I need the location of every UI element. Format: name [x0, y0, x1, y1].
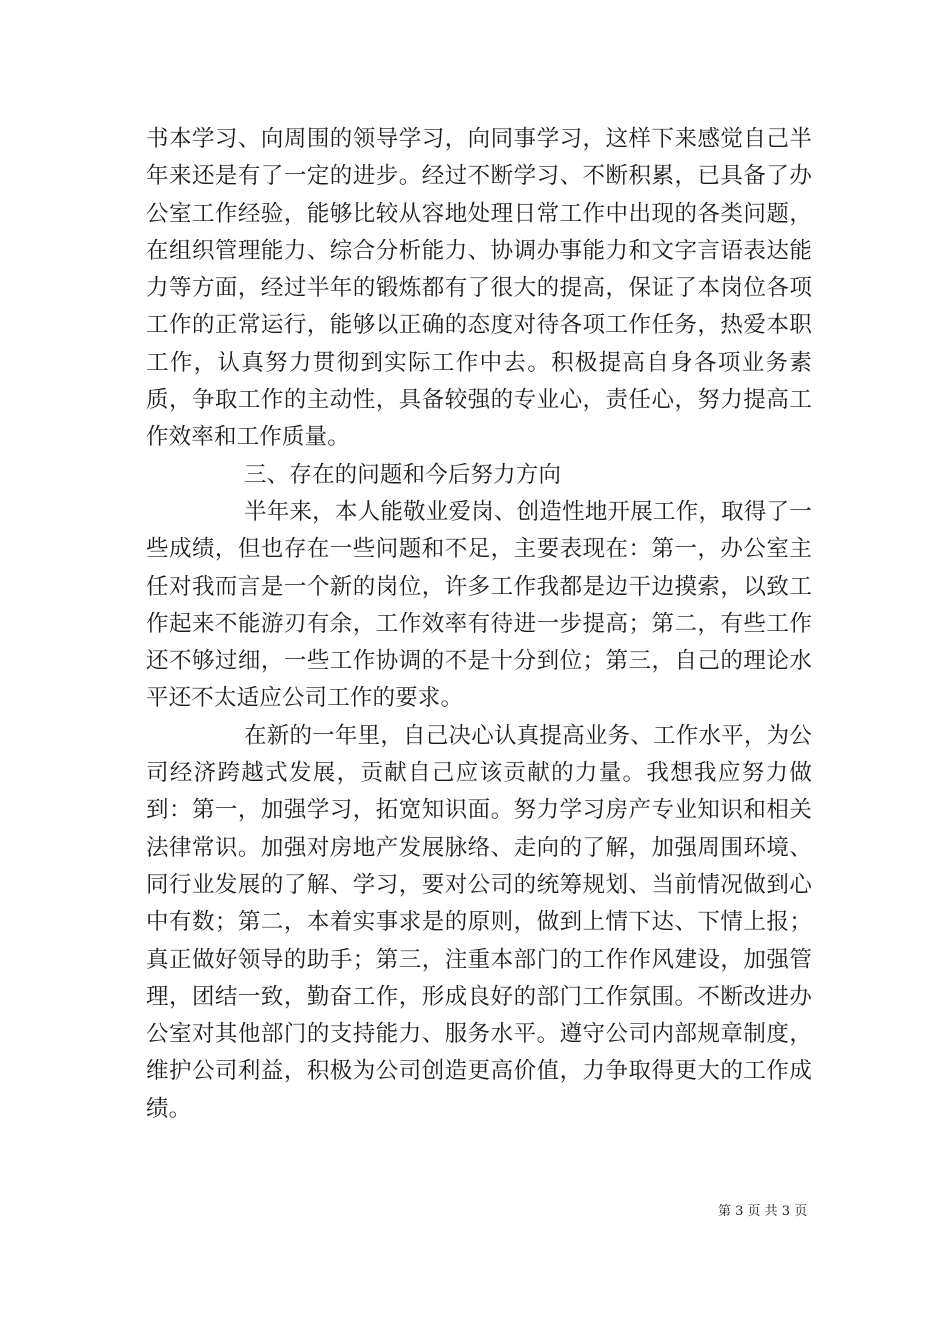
document-body [146, 121, 812, 1128]
section-heading: 三、存在的问题和今后努力方向 [244, 461, 562, 488]
paragraph-plans: 在新的一年里，自己决心认真提高业务、工作水平，为公司经济跨越式发展，贡献自己应该贡献的力量。我想我应努力做到：第一，加强学习，拓宽知识面。努力学习房产专业知识和相关法律常识。加强对房地产发展脉络、走向的了解，加强周围环境、同行业发展的了解、学习，要对公司的统筹规划、当前情况做到心中有数；第二，本着实事求是的原则，做到上情下达、下情上报；真正做好领导的助手；第三，注重本部门的工作作风建设，加强管理，团结一致，勤奋工作，形成良好的部门工作氛围。不断改进办公室对其他部门的支持能力、服务水平。遵守公司内部规章制度，维护公司利益，积极为公司创造更高价值，力争取得更大的工作成绩。 [146, 722, 812, 1122]
paragraph-continuation: 书本学习、向周围的领导学习，向同事学习，这样下来感觉自己半年来还是有了一定的进步。经过不断学习、不断积累，已具备了办公室工作经验，能够比较从容地处理日常工作中出现的各类问题，在组织管理能力、综合分析能力、协调办事能力和文字言语表达能力等方面，经过半年的锻炼都有了很大的提高，保证了本岗位各项工作的正常运行，能够以正确的态度对待各项工作任务，热爱本职工作，认真努力贯彻到实际工作中去。积极提高自身各项业务素质，争取工作的主动性，具备较强的专业心，责任心，努力提高工作效率和工作质量。 [146, 126, 812, 451]
paragraph-problems: 半年来，本人能敬业爱岗、创造性地开展工作，取得了一些成绩，但也存在一些问题和不足，主要表现在：第一，办公室主任对我而言是一个新的岗位，许多工作我都是边干边摸索，以致工作起来不能游刃有余，工作效率有待进一步提高；第二，有些工作还不够过细，一些工作协调的不是十分到位；第三，自己的理论水平还不太适应公司工作的要求。 [146, 498, 812, 712]
page-number-footer: 第 3 页 共 3 页 [718, 1204, 808, 1219]
